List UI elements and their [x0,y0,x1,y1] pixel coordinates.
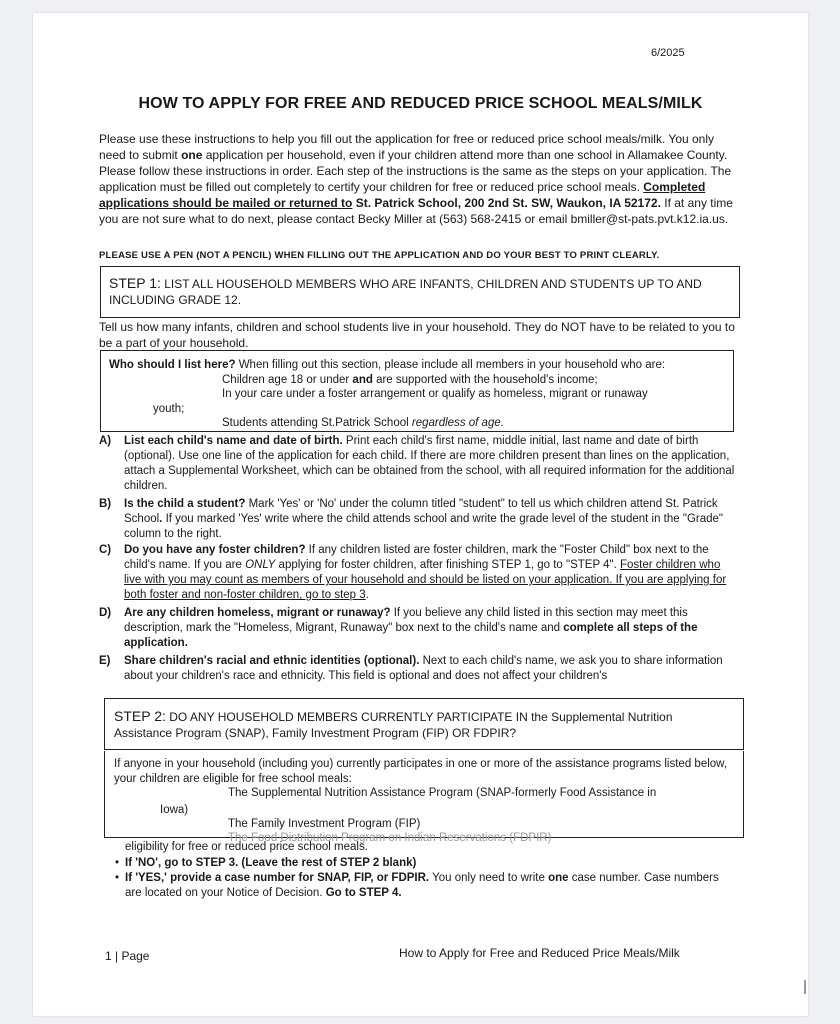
who-item-foster: In your care under a foster arrangement or qualify as homeless, migrant or runaway [222,388,648,400]
document-page [33,13,808,1016]
instruction-b: B) Is the child a student? Mark 'Yes' or 'No' under the column titled "student" to tell us which children attend St. Patrick School. If you marked 'Yes' write where the child attends school and write the grade level of the student in the "Grade" column to the right. [99,498,723,540]
page-number: 1 | Page [105,949,150,963]
mail-address: St. Patrick School, 200 2nd St. SW, Waukon, IA 52172. [352,196,661,210]
bullet-icon: • [115,872,120,884]
instruction-d: D) Are any children homeless, migrant or runaway? If you believe any child listed in this section may meet this description, mark the "Homeless, Migrant, Runaway" box next to the child's name and complete all steps of the application. [99,607,698,649]
who-item-foster-cont: youth; [153,403,185,415]
bullet-icon: • [115,857,120,869]
scrollbar-thumb[interactable] [804,980,806,994]
program-fdpir-clipped: The Food Distribution Program on Indian Reservations (FDPIR) [228,832,552,844]
program-fip: The Family Investment Program (FIP) [228,818,421,830]
step1-heading: STEP 1: LIST ALL HOUSEHOLD MEMBERS WHO ARE INFANTS, CHILDREN AND STUDENTS UP TO AND INCLUDING GRADE 12. [109,275,702,307]
who-question: Who should I list here? When filling out this section, please include all members in your household who are: [109,359,666,371]
instruction-e: E) Share children's racial and ethnic identities (optional). Next to each child's name, we ask you to share information about your children's race and ethnicity. This field is optional and does not affect your children's [99,655,723,682]
revision-date: 6/2025 [651,47,685,59]
footer-title: How to Apply for Free and Reduced Price Meals/Milk [399,946,680,960]
mail-instruction: Completed applications should be mailed or returned to [99,180,706,210]
eligibility-line: eligibility for free or reduced price school meals. [125,841,368,853]
step2-intro: If anyone in your household (including you) currently participates in one or more of the assistance programs listed below, your children are eligible for free school meals: [114,758,728,785]
intro-paragraph: Please use these instructions to help you fill out the application for free or reduced price school meals/milk. You only need to submit one application per household, even if your children attend more than one school in Allamakee County. Please follow these instructions in order. Each step of the instructions is the same as the steps on your application. The application must be filled out completely to certify your children for free or reduced price school meals. Completed applications should be mailed or returned to St. Patrick School, 200 2nd St. SW, Waukon, IA 52172. If at any time you are not sure what to do next, please contact Becky Miller at (563) 568-2415 or email bmiller@st-pats.pvt.k12.ia.us. [99,132,733,226]
instruction-c: C) Do you have any foster children? If any children listed are foster children, mark the "Foster Child" box next to the child's name. If you are ONLY applying for foster children, after finishing STEP 1, go to "STEP 4". Foster children who live with you may count as members of your household and should be listed on your application. If you are applying for both foster and non-foster children, go to step 3. [99,544,727,601]
bullet-yes: • If 'YES,' provide a case number for SNAP, FIP, or FDPIR. You only need to write one case number. Case numbers are located on your Notice of Decision. Go to STEP 4. [115,872,719,899]
program-snap: The Supplemental Nutrition Assistance Program (SNAP-formerly Food Assistance in [228,787,657,799]
step1-intro: Tell us how many infants, children and school students live in your household. They do NOT have to be related to you to be a part of your household. [99,320,735,350]
who-item-students: Students attending St.Patrick School regardless of age. [222,417,504,429]
instruction-a: A) List each child's name and date of birth. Print each child's first name, middle initial, last name and date of birth (optional). Use one line of the application for each child. If there are more children present than lines on the application, attach a Supplemental Worksheet, which can be obtained from the school, with all required information for the additional children. [99,435,735,492]
program-snap-cont: Iowa) [160,804,189,816]
bullet-no: • If 'NO', go to STEP 3. (Leave the rest of STEP 2 blank) [115,857,417,869]
step2-heading: STEP 2: DO ANY HOUSEHOLD MEMBERS CURRENTLY PARTICIPATE IN the Supplemental Nutrition Assistance Program (SNAP), Family Investment Program (FIP) OR FDPIR? [114,708,673,740]
who-item-children: Children age 18 or under and are supported with the household's income; [222,374,598,386]
page-title: HOW TO APPLY FOR FREE AND REDUCED PRICE SCHOOL MEALS/MILK [138,95,703,112]
pen-note: PLEASE USE A PEN (NOT A PENCIL) WHEN FILLING OUT THE APPLICATION AND DO YOUR BEST TO PRINT CLEARLY. [99,250,660,261]
